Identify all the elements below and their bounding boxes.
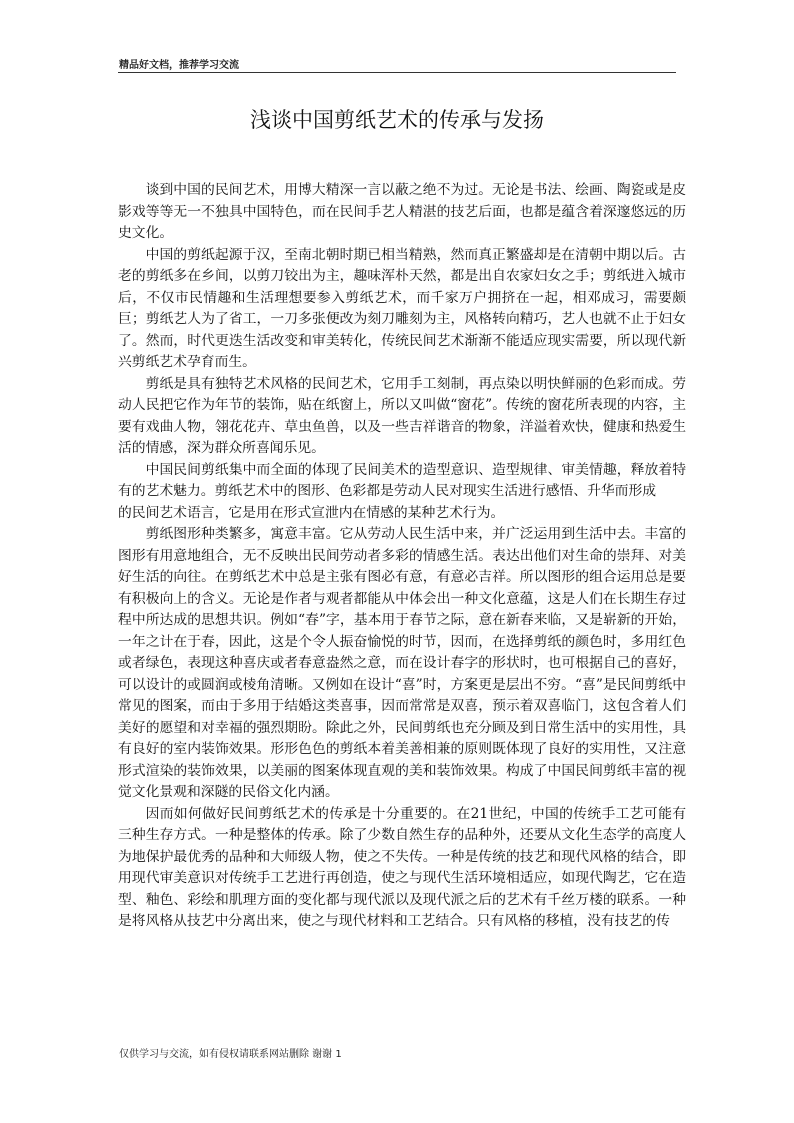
page-header: 精品好文档，推荐学习交流 bbox=[119, 60, 239, 71]
header-divider bbox=[118, 72, 676, 73]
paragraph: 剪纸图形种类繁多，寓意丰富。它从劳动人民生活中来，并广泛运用到生活中去。丰富的图形有用意地组合，无不反映出民间劳动者多彩的情感生活。表达出他们对生命的崇拜、对美好生活的向往。在剪纸艺术中总是主张有图必有意，有意必吉祥。所以图形的组合运用总是要有积极向上的含义。无论是作者与观者都能从中体会出一种文化意蕴，这是人们在长期生存过程中所达成的思想共识。例如“春”字，基本用于春节之际，意在新春来临，又是崭新的开始，一年之计在于春，因此，这是个令人振奋愉悦的时节，因而，在选择剪纸的颜色时，多用红色或者绿色，表现这种喜庆或者春意盎然之意，而在设计春字的形状时，也可根据自己的喜好，可以设计的或圆润或棱角清晰。又例如在设计“喜”时，方案更是层出不穷。“喜”是民间剪纸中常见的图案，而由于多用于结婚这类喜事，因而常常是双喜，预示着双喜临门，这包含着人们美好的愿望和对幸福的强烈期盼。除此之外，民间剪纸也充分顾及到日常生活中的实用性，具有良好的室内装饰效果。形形色色的剪纸本着美善相兼的原则既体现了良好的实用性，又注意形式渲染的装饰效果，以美丽的图案体现直观的美和装饰效果。构成了中国民间剪纸丰富的视觉文化景观和深隧的民俗文化内涵。 bbox=[118, 526, 686, 800]
page-title: 浅谈中国剪纸艺术的传承与发扬 bbox=[250, 108, 544, 132]
paragraph: 剪纸是具有独特艺术风格的民间艺术，它用手工刻制，再点染以明快鲜丽的色彩而成。劳动人民把它作为年节的装饰，贴在纸窗上，所以又叫做“窗花”。传统的窗花所表现的内容，主要有戏曲人物，翎花花卉、草虫鱼兽，以及一些吉祥谐音的物象，洋溢着欢快，健康和热爱生活的情感，深为群众所喜闻乐见。 bbox=[118, 375, 686, 456]
paragraph: 因而如何做好民间剪纸艺术的传承是十分重要的。在21世纪，中国的传统手工艺可能有三种生存方式。一种是整体的传承。除了少数自然生存的品种外，还要从文化生态学的高度人为地保护最优秀的品种和大师级人物，使之不失传。一种是传统的技艺和现代风格的结合，即用现代审美意识对传统手工艺进行再创造，使之与现代生活环境相适应，如现代陶艺，它在造型、釉色、彩绘和肌理方面的变化都与现代派以及现代派之后的艺术有千丝万楼的联系。一种是将风格从技艺中分离出来，使之与现代材料和工艺结合。只有风格的移植，没有技艺的传 bbox=[118, 805, 686, 929]
paragraph: 的民间艺术语言，它是用在形式宣泄内在情感的某种艺术行为。 bbox=[118, 504, 505, 521]
paragraph: 谈到中国的民间艺术，用博大精深一言以蔽之绝不为过。无论是书法、绘画、陶瓷或是皮影戏等等无一不独具中国特色，而在民间手艺人精湛的技艺后面，也都是蕴含着深邃悠远的历史文化。 bbox=[118, 182, 686, 241]
article-body bbox=[118, 180, 686, 933]
page-footer: 仅供学习与交流，如有侵权请联系网站删除 谢谢 1 bbox=[119, 1049, 342, 1060]
paragraph: 中国的剪纸起源于汉，至南北朝时期已相当精熟，然而真正繁盛却是在清朝中期以后。古老的剪纸多在乡间，以剪刀铰出为主，趣味浑朴天然，都是出自农家妇女之手；剪纸进入城市后，不仅市民情趣和生活理想要参入剪纸艺术，而千家万户拥挤在一起，相邓成习，需要颇巨；剪纸艺人为了省工，一刀多张便改为刻刀雕刻为主，风格转向精巧，艺人也就不止于妇女了。然而，时代更迭生活改变和审美转化，传统民间艺术渐渐不能适应现实需要，所以现代新兴剪纸艺术孕育而生。 bbox=[118, 246, 686, 370]
paragraph: 中国民间剪纸集中而全面的体现了民间美术的造型意识、造型规律、审美情趣，释放着特有的艺术魅力。剪纸艺术中的图形、色彩都是劳动人民对现实生活进行感悟、升华而形成 bbox=[118, 461, 686, 499]
